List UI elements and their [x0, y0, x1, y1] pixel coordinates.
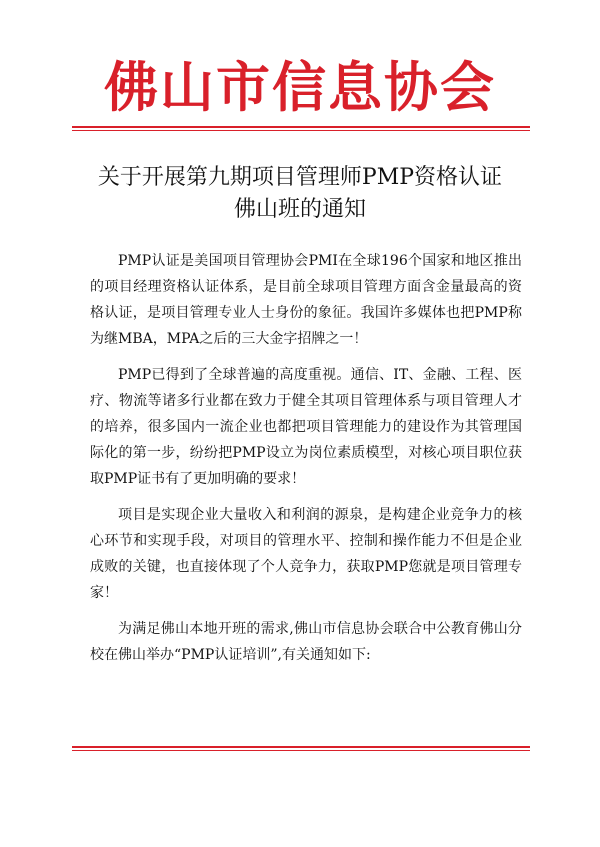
body-paragraph-3: 项目是实现企业大量收入和利润的源泉，是构建企业竞争力的核心环节和实现手段，对项目的管理水平、控制和操作能力不但是企业成败的关键，也直接体现了个人竞争力，获取PMP您就是项目管理专家！ [90, 507, 522, 601]
notice-body [90, 248, 522, 678]
divider-thin-line [72, 750, 530, 751]
divider-thick-line [72, 746, 530, 748]
body-paragraph-2: PMP已得到了全球普遍的高度重视。通信、IT、金融、工程、医疗、物流等诸多行业都在致力于健全其项目管理体系与项目管理人才的培养，很多国内一流企业也都把项目管理能力的建设作为其管理国际化的第一步，纷纷把PMP设立为岗位素质模型，对核心项目职位获取PMP证书有了更加明确的要求！ [90, 367, 522, 487]
divider-thick-line [72, 126, 530, 128]
letterhead-org-name: 佛山市信息协会 [104, 55, 496, 119]
notice-title-line2: 佛山班的通知 [233, 197, 366, 222]
footer-divider [72, 746, 530, 751]
divider-thin-line [72, 130, 530, 131]
letterhead-divider-top [72, 126, 530, 131]
body-paragraph-1: PMP认证是美国项目管理协会PMI在全球196个国家和地区推出的项目经理资格认证体系，是目前全球项目管理方面含金量最高的资格认证，是项目管理专业人士身份的象征。我国许多媒体也把PMP称为继MBA，MPA之后的三大金字招牌之一！ [90, 253, 522, 347]
body-paragraph-4: 为满足佛山本地开班的需求,佛山市信息协会联合中公教育佛山分校在佛山举办“PMP认证培训”,有关通知如下: [90, 621, 522, 663]
notice-title-line1: 关于开展第九期项目管理师PMP资格认证 [97, 165, 503, 190]
notice-title [60, 162, 540, 226]
